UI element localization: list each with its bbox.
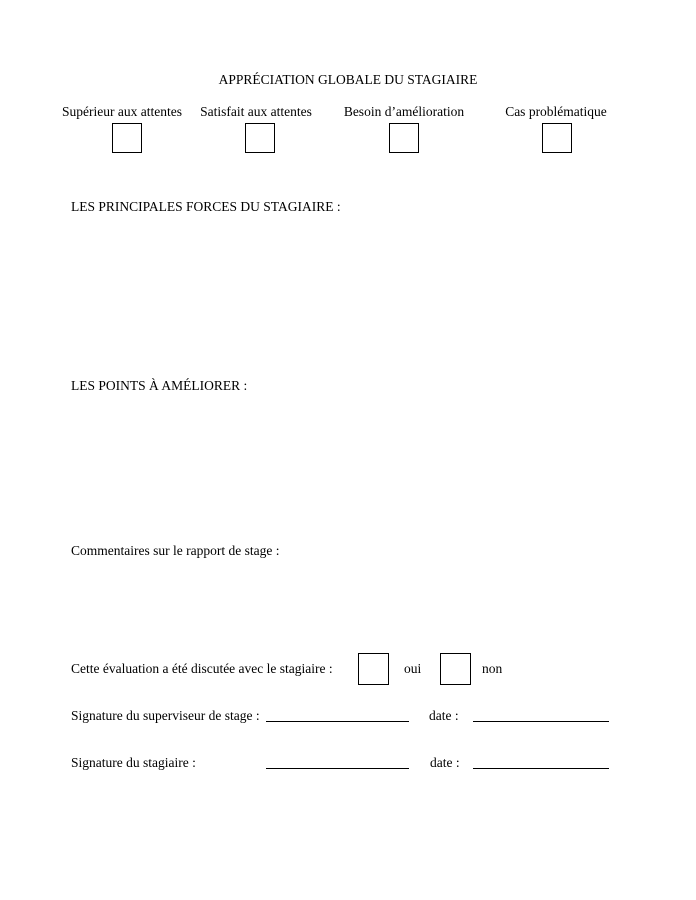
discussion-no-label: non — [482, 661, 503, 676]
intern-signature-line[interactable] — [266, 768, 409, 769]
rating-label-needs-improvement: Besoin d’amélioration — [343, 104, 465, 119]
intern-date-label: date : — [430, 755, 460, 770]
rating-checkbox-superior[interactable] — [112, 123, 142, 153]
section-comments-heading: Commentaires sur le rapport de stage : — [71, 543, 280, 558]
rating-checkbox-problematic[interactable] — [542, 123, 572, 153]
discussion-yes-label: oui — [404, 661, 422, 676]
intern-date-line[interactable] — [473, 768, 609, 769]
supervisor-signature-label: Signature du superviseur de stage : — [71, 708, 260, 723]
supervisor-signature-line[interactable] — [266, 721, 409, 722]
discussion-question: Cette évaluation a été discutée avec le stagiaire : — [71, 661, 333, 676]
rating-label-superior: Supérieur aux attentes — [62, 104, 182, 119]
discussion-yes-checkbox[interactable] — [358, 653, 389, 685]
discussion-no-checkbox[interactable] — [440, 653, 471, 685]
supervisor-date-line[interactable] — [473, 721, 609, 722]
rating-checkbox-satisfied[interactable] — [245, 123, 275, 153]
supervisor-date-label: date : — [429, 708, 459, 723]
section-improvements-heading: LES POINTS À AMÉLIORER : — [71, 378, 248, 393]
rating-checkbox-needs-improvement[interactable] — [389, 123, 419, 153]
intern-signature-label: Signature du stagiaire : — [71, 755, 196, 770]
page-title: APPRÉCIATION GLOBALE DU STAGIAIRE — [218, 72, 478, 87]
rating-label-satisfied: Satisfait aux attentes — [200, 104, 312, 119]
section-strengths-heading: LES PRINCIPALES FORCES DU STAGIAIRE : — [71, 199, 341, 214]
rating-label-problematic: Cas problématique — [505, 104, 607, 119]
